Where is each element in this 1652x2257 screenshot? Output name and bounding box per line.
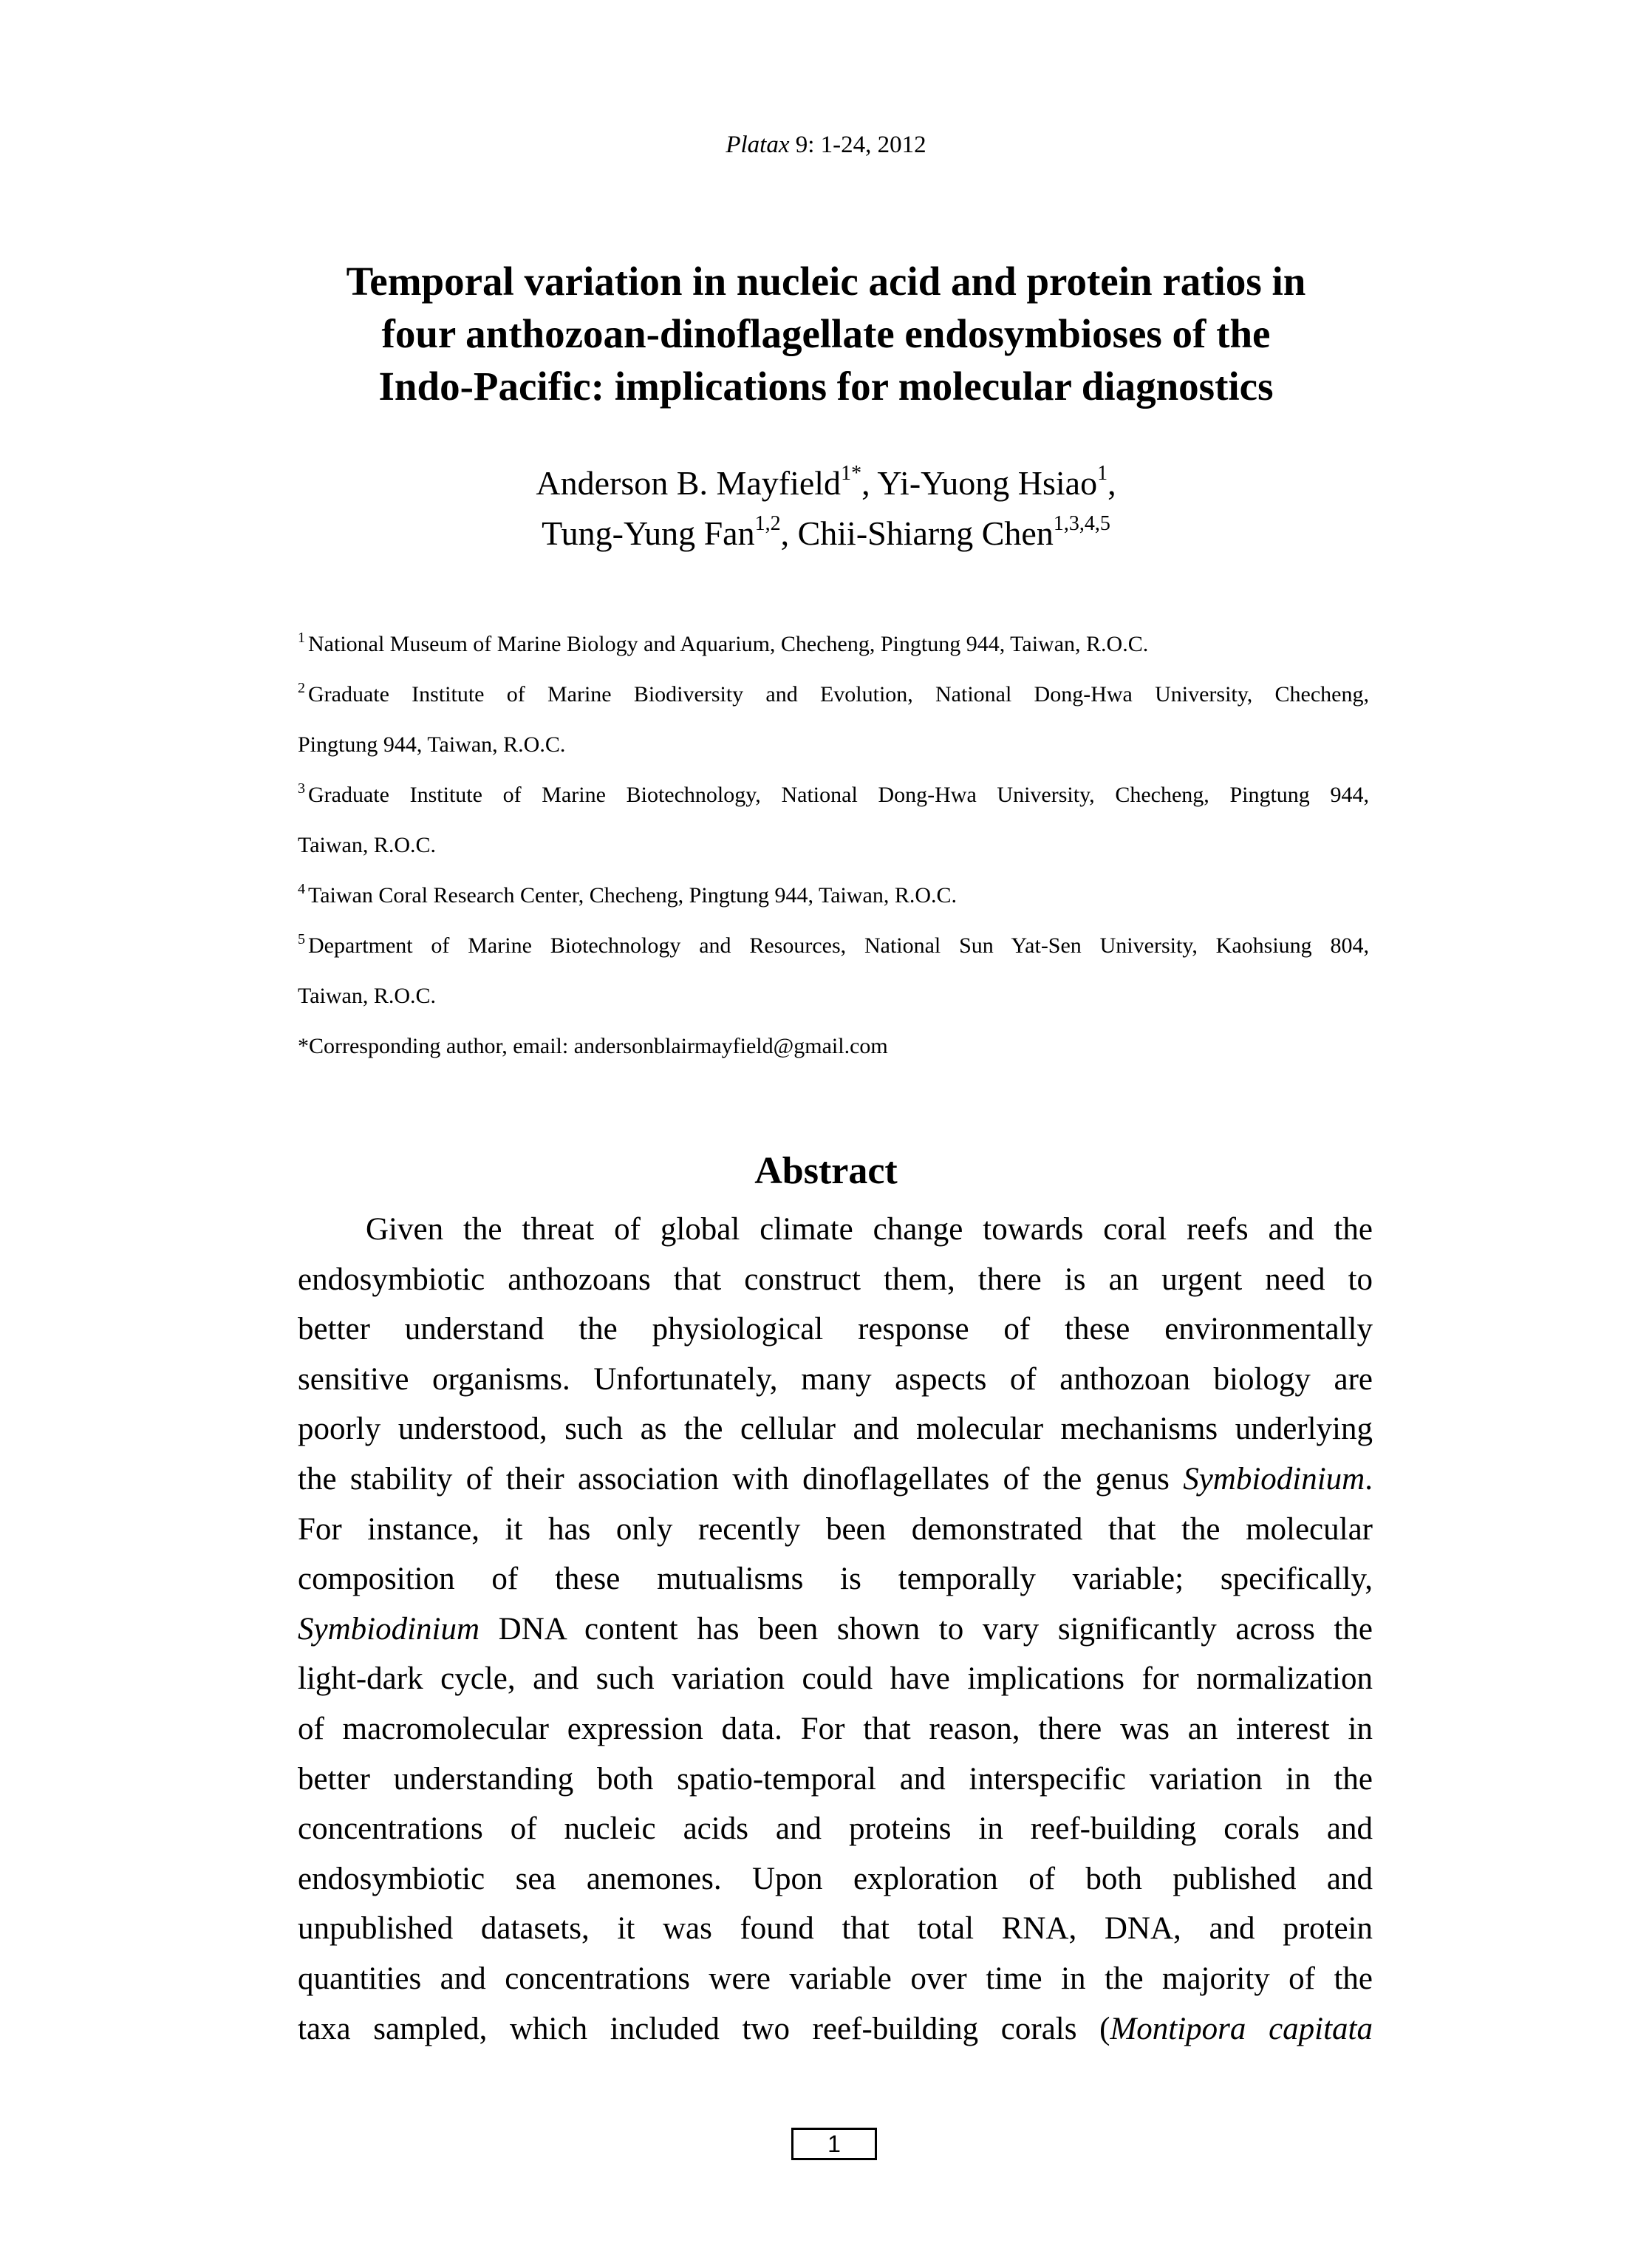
affiliation bbox=[298, 871, 1369, 921]
author-list bbox=[0, 458, 1652, 559]
author-affil-marker: 1,2 bbox=[754, 512, 781, 535]
abstract-line: endosymbiotic anthozoans that construct them, there is an urgent need to bbox=[298, 1262, 1373, 1297]
abstract-line: better understanding both spatio-temporal and interspecific variation in the bbox=[298, 1761, 1373, 1797]
affiliation-text: Pingtung 944, Taiwan, R.O.C. bbox=[298, 732, 566, 757]
abstract-line: For instance, it has only recently been demonstrated that the molecular bbox=[298, 1511, 1373, 1547]
abstract-line: Given the threat of global climate change towards coral reefs and the bbox=[366, 1212, 1373, 1247]
corresponding-author: *Corresponding author, email: andersonblairmayfield@gmail.com bbox=[298, 1034, 888, 1058]
author-affil-marker: 1* bbox=[841, 462, 862, 485]
abstract-line: light-dark cycle, and such variation could have implications for normalization bbox=[298, 1661, 1373, 1697]
affiliation-text: Taiwan, R.O.C. bbox=[298, 984, 437, 1008]
title-line: Temporal variation in nucleic acid and protein ratios in bbox=[346, 259, 1306, 304]
affiliation-text: Taiwan, R.O.C. bbox=[298, 833, 437, 857]
abstract-line: Symbiodinium DNA content has been shown to vary significantly across the bbox=[298, 1611, 1373, 1647]
abstract-line: the stability of their association with dinoflagellates of the genus Symbiodinium. bbox=[298, 1461, 1373, 1497]
affiliation-number: 5 bbox=[298, 931, 305, 947]
author-name: Anderson B. Mayfield bbox=[536, 464, 842, 502]
abstract-line: endosymbiotic sea anemones. Upon exploration of both published and bbox=[298, 1861, 1373, 1896]
affiliation bbox=[298, 670, 1369, 770]
abstract-line: better understand the physiological response of these environmentally bbox=[298, 1312, 1373, 1347]
abstract-line: of macromolecular expression data. For that reason, there was an interest in bbox=[298, 1711, 1373, 1746]
affiliation bbox=[298, 770, 1369, 871]
abstract-line: sensitive organisms. Unfortunately, many aspects of anthozoan biology are bbox=[298, 1361, 1373, 1397]
affiliation-text: Taiwan Coral Research Center, Checheng, Pingtung 944, Taiwan, R.O.C. bbox=[308, 883, 958, 908]
affiliation-text: Graduate Institute of Marine Biotechnology, National Dong-Hwa University, Checheng, Pingtung 944, bbox=[308, 783, 1369, 807]
journal-name: Platax bbox=[726, 132, 790, 158]
abstract-line: poorly understood, such as the cellular and molecular mechanisms underlying bbox=[298, 1412, 1373, 1447]
title-line: Indo-Pacific: implications for molecular diagnostics bbox=[378, 364, 1274, 409]
affiliation-number: 2 bbox=[298, 680, 305, 696]
journal-issue: 9: 1-24, 2012 bbox=[795, 132, 926, 158]
author-line: Anderson B. Mayfield$^{1*}$, Yi-Yuong Hsiao$^1$, bbox=[536, 462, 1116, 502]
author-affil-marker: 1 bbox=[1097, 462, 1108, 485]
affiliation bbox=[298, 921, 1369, 1021]
author-line: Tung-Yung Fan$^{1,2}$, Chii-Shiarng Chen$^{1,3,4,5}$ bbox=[542, 512, 1110, 552]
affiliation-text: Department of Marine Biotechnology and Resources, National Sun Yat-Sen University, Kaohsiung 804, bbox=[308, 933, 1369, 958]
abstract-heading: Abstract bbox=[754, 1150, 898, 1192]
affiliation-text: National Museum of Marine Biology and Aquarium, Checheng, Pingtung 944, Taiwan, R.O.C. bbox=[308, 632, 1149, 656]
affiliation-number: 3 bbox=[298, 780, 305, 797]
abstract-body bbox=[298, 1205, 1373, 2054]
abstract-line: quantities and concentrations were variable over time in the majority of the bbox=[298, 1961, 1373, 1996]
author-name: Tung-Yung Fan bbox=[542, 514, 755, 552]
affiliation-text: Graduate Institute of Marine Biodiversity and Evolution, National Dong-Hwa University, Checheng, bbox=[308, 682, 1369, 707]
journal-citation bbox=[0, 132, 1652, 159]
author-affil-marker: 1,3,4,5 bbox=[1053, 512, 1110, 535]
affiliation-number: 4 bbox=[298, 881, 305, 897]
abstract-line: taxa sampled, which included two reef-building corals (Montipora capitata bbox=[298, 2011, 1373, 2046]
page-number: 1 bbox=[791, 2128, 877, 2160]
author-name: Chii-Shiarng Chen bbox=[797, 514, 1054, 552]
paper-title bbox=[222, 255, 1430, 412]
author-name: Yi-Yuong Hsiao bbox=[877, 464, 1098, 502]
abstract-line: unpublished datasets, it was found that total RNA, DNA, and protein bbox=[298, 1911, 1373, 1947]
abstract-line: concentrations of nucleic acids and proteins in reef-building corals and bbox=[298, 1811, 1373, 1847]
title-line: four anthozoan-dinoflagellate endosymbioses of the bbox=[381, 311, 1271, 356]
affiliation bbox=[298, 619, 1369, 670]
affiliation-number: 1 bbox=[298, 630, 305, 646]
abstract-line: composition of these mutualisms is temporally variable; specifically, bbox=[298, 1562, 1373, 1597]
